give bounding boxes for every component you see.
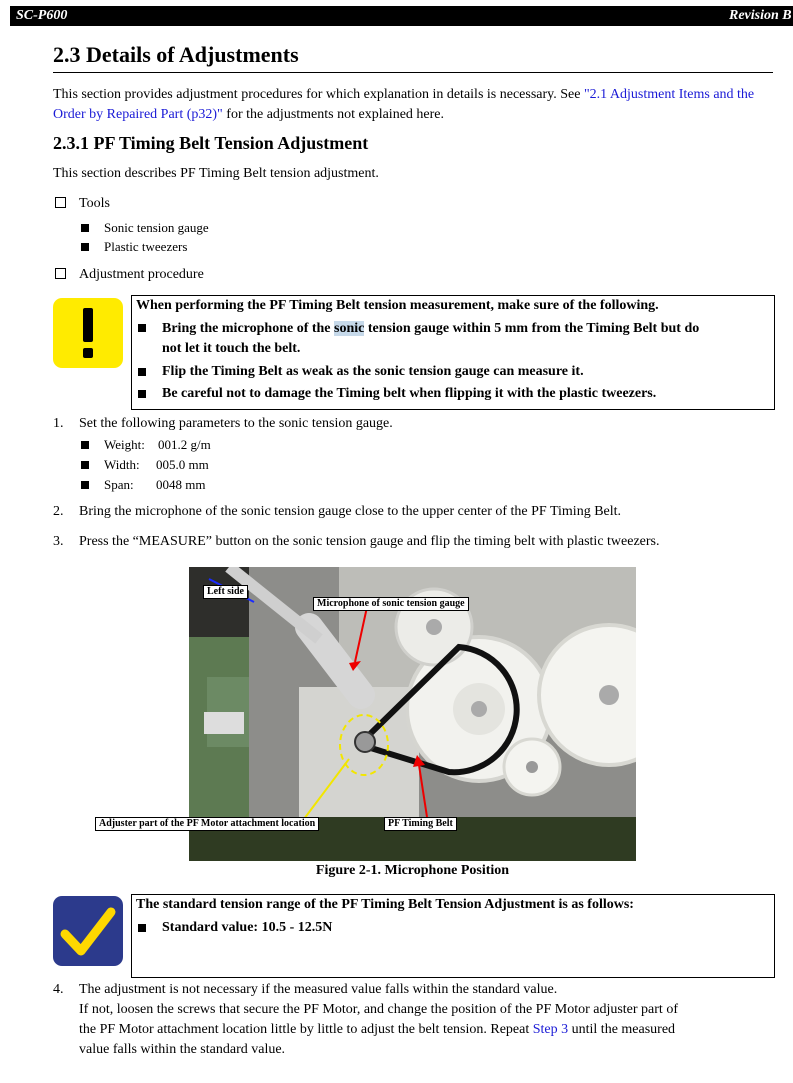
check-item: Standard value: 10.5 - 12.5N [162, 920, 333, 935]
step-text: Bring the microphone of the sonic tension gauge close to the upper center of the PF Timing Belt. [79, 504, 622, 519]
step-number: 4. [53, 982, 64, 997]
step-text: Set the following parameters to the sonic tension gauge. [79, 416, 393, 431]
tool-item: Plastic tweezers [104, 239, 188, 254]
header-revision: Revision B [729, 8, 792, 23]
param-value: 0048 mm [156, 477, 206, 492]
caution-heading: When performing the PF Timing Belt tension measurement, make sure of the following. [136, 298, 659, 313]
caution-text: tension gauge within 5 mm from the Timing Belt but do [364, 321, 700, 336]
check-icon [53, 896, 123, 966]
step-number: 2. [53, 504, 64, 519]
caution-item: Be careful not to damage the Timing belt when flipping it with the plastic tweezers. [162, 386, 657, 401]
caution-item-cont: not let it touch the belt. [162, 341, 301, 356]
bullet-icon [81, 243, 89, 251]
check-heading: The standard tension range of the PF Timing Belt Tension Adjustment is as follows: [136, 897, 634, 912]
caution-icon [53, 298, 123, 368]
step-number: 1. [53, 416, 64, 431]
bullet-icon [138, 390, 146, 398]
subsection-intro: This section describes PF Timing Belt tension adjustment. [53, 166, 379, 181]
header-model: SC-P600 [16, 8, 68, 23]
param-value: 005.0 mm [156, 457, 209, 472]
highlighted-word: sonic [334, 321, 365, 336]
subsection-title: 2.3.1 PF Timing Belt Tension Adjustment [53, 133, 369, 153]
section-intro-text: This section provides adjustment procedures for which explanation in details is necessary. See [53, 87, 584, 102]
bullet-icon [81, 224, 89, 232]
figure-caption: Figure 2-1. Microphone Position [315, 863, 510, 878]
caution-item: Flip the Timing Belt as weak as the sonic tension gauge can measure it. [162, 364, 584, 379]
checkbox-bullet-icon [55, 197, 66, 208]
param-label: Span: [104, 477, 134, 492]
section-intro [53, 85, 773, 125]
bullet-icon [138, 368, 146, 376]
param-value: 001.2 g/m [158, 437, 211, 452]
section-rule [53, 72, 773, 73]
tools-label: Tools [79, 196, 110, 211]
checkbox-bullet-icon [55, 268, 66, 279]
bullet-icon [138, 324, 146, 332]
section-title: 2.3 Details of Adjustments [53, 42, 299, 67]
step3-link[interactable]: Step 3 [532, 1022, 569, 1037]
section-intro-tail: for the adjustments not explained here. [222, 107, 444, 122]
page-header [10, 6, 793, 26]
bullet-icon [81, 441, 89, 449]
step-number: 3. [53, 534, 64, 549]
bullet-icon [81, 481, 89, 489]
tool-item: Sonic tension gauge [104, 220, 209, 235]
figure-label-belt: PF Timing Belt [384, 817, 457, 831]
step-text: value falls within the standard value. [79, 1042, 286, 1057]
param-label: Width: [104, 457, 140, 472]
figure-label-microphone: Microphone of sonic tension gauge [313, 597, 469, 611]
caution-item [162, 320, 699, 338]
step-text-part: the PF Motor attachment location little by little to adjust the belt tension. Repeat [79, 1022, 533, 1037]
figure-label-adjuster-outer: Adjuster part of the PF Motor attachment location [95, 817, 319, 831]
intro-link[interactable]: "2.1 Adjustment Items and the Order by Repaired Part (p32)" [53, 87, 755, 122]
step-text: If not, loosen the screws that secure the PF Motor, and change the position of the PF Motor adjuster part of [79, 1002, 678, 1017]
param-label: Weight: [104, 437, 145, 452]
figure-label-left-side: Left side [203, 585, 248, 599]
step-text: Press the “MEASURE” button on the sonic tension gauge and flip the timing belt with plastic tweezers. [79, 534, 660, 549]
bullet-icon [81, 461, 89, 469]
step-text-part: until the measured [568, 1022, 676, 1037]
procedure-label: Adjustment procedure [79, 267, 204, 282]
step-text: The adjustment is not necessary if the measured value falls within the standard value. [79, 982, 558, 997]
caution-text: Bring the microphone of the [162, 321, 335, 336]
bullet-icon [138, 924, 146, 932]
step-text [79, 1021, 675, 1039]
